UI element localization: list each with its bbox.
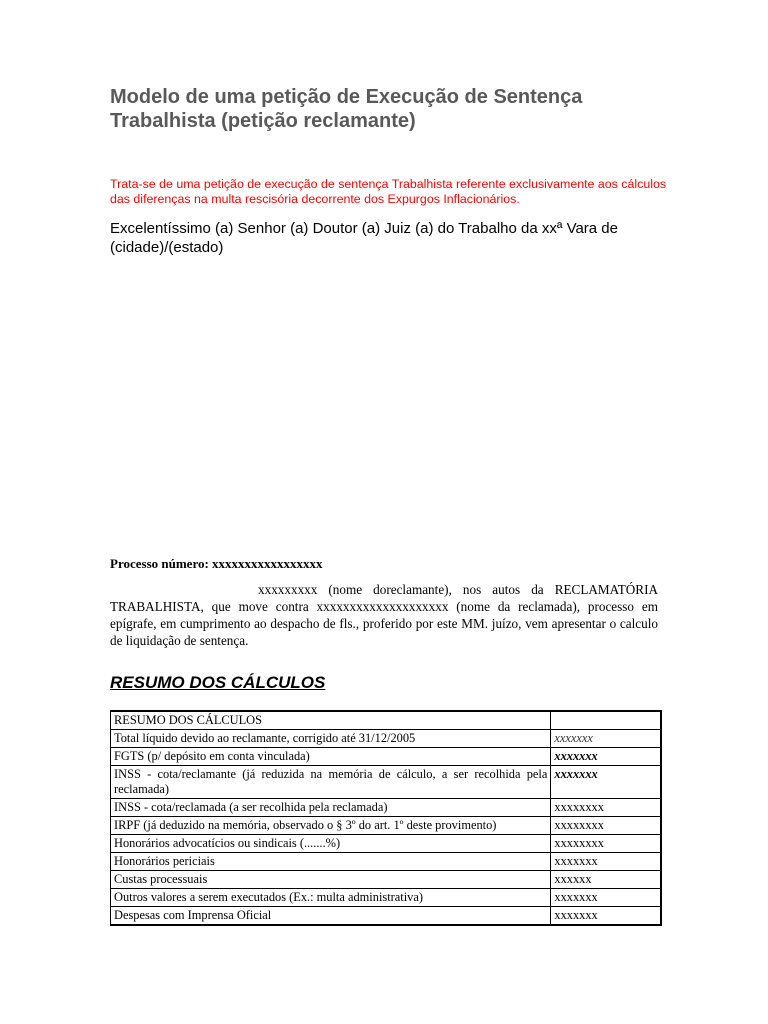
table-header-label: RESUMO DOS CÁLCULOS (111, 711, 551, 730)
section-heading: RESUMO DOS CÁLCULOS (110, 673, 326, 692)
process-number: Processo número: xxxxxxxxxxxxxxxxx (110, 556, 323, 571)
table-row (111, 853, 662, 871)
table-row (111, 889, 662, 907)
row-value: xxxxxxx (551, 766, 661, 799)
row-value: xxxxxxx (551, 730, 661, 748)
row-label: Despesas com Imprensa Oficial (111, 907, 551, 926)
row-label: IRPF (já deduzido na memória, observado o § 3º do art. 1º deste provimento) (111, 817, 551, 835)
row-value: xxxxxxx (551, 889, 661, 907)
table-row (111, 748, 662, 766)
table-header-value (551, 711, 661, 730)
row-value: xxxxxxxx (551, 835, 661, 853)
row-value: xxxxxxx (551, 853, 661, 871)
body-paragraph: xxxxxxxxx (nome doreclamante), nos autos da RECLAMATÓRIA TRABALHISTA, que move contra xxxxxxxxxxxxxxxxxxxx (nome da reclamada), processo em epígrafe, em cumprimento ao despacho de fls., proferido por este MM. juízo, vem apresentar o calculo de liquidação de sentença. (110, 582, 658, 648)
salutation: Excelentíssimo (a) Senhor (a) Doutor (a) Juiz (a) do Trabalho da xxª Vara de (cidade)/(estado) (110, 220, 618, 256)
row-label: FGTS (p/ depósito em conta vinculada) (111, 748, 551, 766)
row-value: xxxxxx (551, 871, 661, 889)
table-row (111, 835, 662, 853)
table-row (111, 766, 662, 799)
table-row (111, 907, 662, 926)
row-value: xxxxxxx (551, 748, 661, 766)
row-value: xxxxxxxx (551, 799, 661, 817)
table-row (111, 817, 662, 835)
table-header-row (111, 711, 662, 730)
row-label: Honorários advocatícios ou sindicais (.......%) (111, 835, 551, 853)
table-row (111, 730, 662, 748)
intro-note: Trata-se de uma petição de execução de sentença Trabalhista referente exclusivamente aos cálculos das diferenças na multa rescisória decorrente dos Expurgos Inflacionários. (110, 177, 667, 206)
document-title: Modelo de uma petição de Execução de Sentença Trabalhista (petição reclamante) (110, 86, 583, 132)
row-label: Outros valores a serem executados (Ex.: multa administrativa) (111, 889, 551, 907)
row-value: xxxxxxxx (551, 817, 661, 835)
table-row (111, 871, 662, 889)
row-label: Custas processuais (111, 871, 551, 889)
row-value: xxxxxxx (551, 907, 661, 926)
summary-table (110, 710, 662, 926)
row-label: Honorários periciais (111, 853, 551, 871)
row-label: Total líquido devido ao reclamante, corrigido até 31/12/2005 (111, 730, 551, 748)
table-row (111, 799, 662, 817)
row-label: INSS - cota/reclamante (já reduzida na memória de cálculo, a ser recolhida pela reclamada) (111, 766, 551, 799)
row-label: INSS - cota/reclamada (a ser recolhida pela reclamada) (111, 799, 551, 817)
